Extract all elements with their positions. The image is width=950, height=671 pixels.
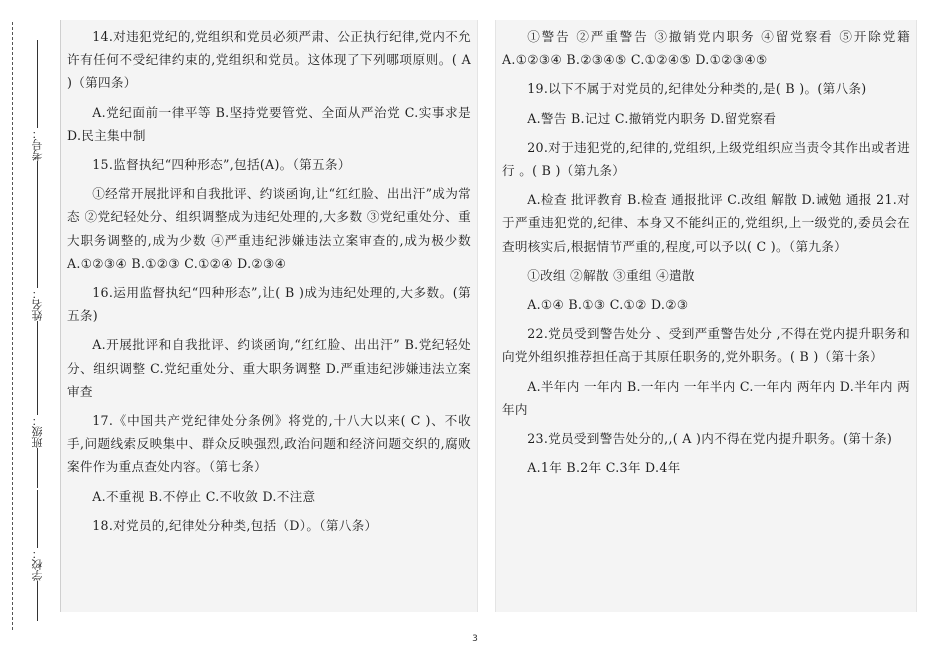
question-17: 17.《中国共产党纪律处分条例》将党的,十八大以来( C )、不收手,问题线索反映集中、群众反映强烈,政治问题和经济问题交织的,腐败案件作为重点查处内容。（第七条） — [67, 413, 471, 475]
class-line-top — [37, 448, 38, 488]
name-line-top — [37, 321, 38, 376]
class-field[interactable] — [24, 375, 50, 488]
class-line — [37, 375, 38, 415]
binding-dashed-line — [12, 22, 13, 630]
question-14: 14.对违犯党纪的,党组织和党员必须严肃、公正执行纪律,党内不允许有任何不受纪律约束的,党组织和党员。这体现了下列哪项原则。( A )（第四条） — [67, 29, 471, 91]
question-15-items: ①经常开展批评和自我批评、约谈函询,让“红红脸、出出汗”成为常态 ②党纪轻处分、组织调整成为违纪处理的,大多数 ③党纪重处分、重大职务调整的,成为少数 ④严重违纪涉嫌违法立案审查的,成为极少数 A.①②③④ B.①②③ C.①②④ D.②③④ — [67, 186, 471, 271]
question-18: 18.对党员的,纪律处分种类,包括（D）。（第八条） — [92, 517, 378, 533]
question-23-options: A.1年 B.2年 C.3年 D.4年 — [527, 460, 681, 476]
question-16: 16.运用监督执纪“四种形态”,让( B )成为违纪处理的,大多数。(第五条) — [67, 285, 471, 324]
question-19: 19.以下不属于对党员的,纪律处分种类的,是( B )。(第八条) — [527, 81, 867, 97]
question-22: 22.党员受到警告处分 、受到严重警告处分 ,不得在党内提升职务和向党外组织推荐担任高于其原任职务的,党外职务。( B )（第十条） — [502, 326, 910, 365]
page-number: 3 — [472, 634, 478, 644]
school-line-top — [37, 581, 38, 621]
question-21-options: A.①④ B.①③ C.①② D.②③ — [527, 297, 689, 313]
school-line — [37, 490, 38, 548]
question-15: 15.监督执纪“四种形态”,包括(A)。（第五条） — [92, 157, 351, 173]
name-label: 姓名： — [30, 288, 44, 321]
exam-number-line — [37, 40, 38, 128]
left-column — [60, 20, 478, 612]
question-20-options-and-21: A.检查 批评教育 B.检查 通报批评 C.改组 解散 D.诫勉 通报 21.对于严重违犯党的,纪律、本身又不能纠正的,党组织,上一级党的,委员会在查明核实后,根据情节严重的,程度,可以予以( C )。（第九条） — [502, 192, 910, 254]
school-field[interactable] — [24, 490, 50, 621]
right-column — [495, 20, 917, 612]
class-label: 班级： — [30, 415, 44, 448]
question-16-options: A.开展批评和自我批评、约谈函询,“红红脸、出出汗” B.党纪轻处分、组织调整 C.党纪重处分、重大职务调整 D.严重违纪涉嫌违法立案审查 — [67, 337, 471, 399]
question-20: 20.对于违犯党的,纪律的,党组织,上级党组织应当责令其作出或者进行 。( B )（第九条） — [502, 139, 910, 179]
question-17-options: A.不重视 B.不停止 C.不收敛 D.不注意 — [92, 488, 316, 504]
school-label: 学校： — [30, 548, 44, 581]
exam-number-label: 考号： — [30, 128, 44, 161]
question-23: 23.党员受到警告处分的,,( A )内不得在党内提升职务。(第十条) — [527, 431, 893, 447]
name-line — [37, 210, 38, 288]
question-18-options: ①警告 ②严重警告 ③撤销党内职务 ④留党察看 ⑤开除党籍 A.①②③④ B.②③④⑤ C.①②④⑤ D.①②③④⑤ — [502, 29, 910, 68]
question-22-options: A.半年内 一年内 B.一年内 一年半内 C.一年内 两年内 D.半年内 两年内 — [502, 378, 910, 417]
question-19-options: A.警告 B.记过 C.撤销党内职务 D.留党察看 — [527, 110, 777, 126]
question-21-items: ①改组 ②解散 ③重组 ④遣散 — [527, 267, 695, 283]
question-14-options: A.党纪面前一律平等 B.坚持党要管党、全面从严治党 C.实事求是 D.民主集中制 — [67, 104, 471, 143]
name-field[interactable] — [24, 210, 50, 376]
exam-number-line-top — [37, 161, 38, 211]
exam-number-field[interactable] — [24, 40, 50, 211]
